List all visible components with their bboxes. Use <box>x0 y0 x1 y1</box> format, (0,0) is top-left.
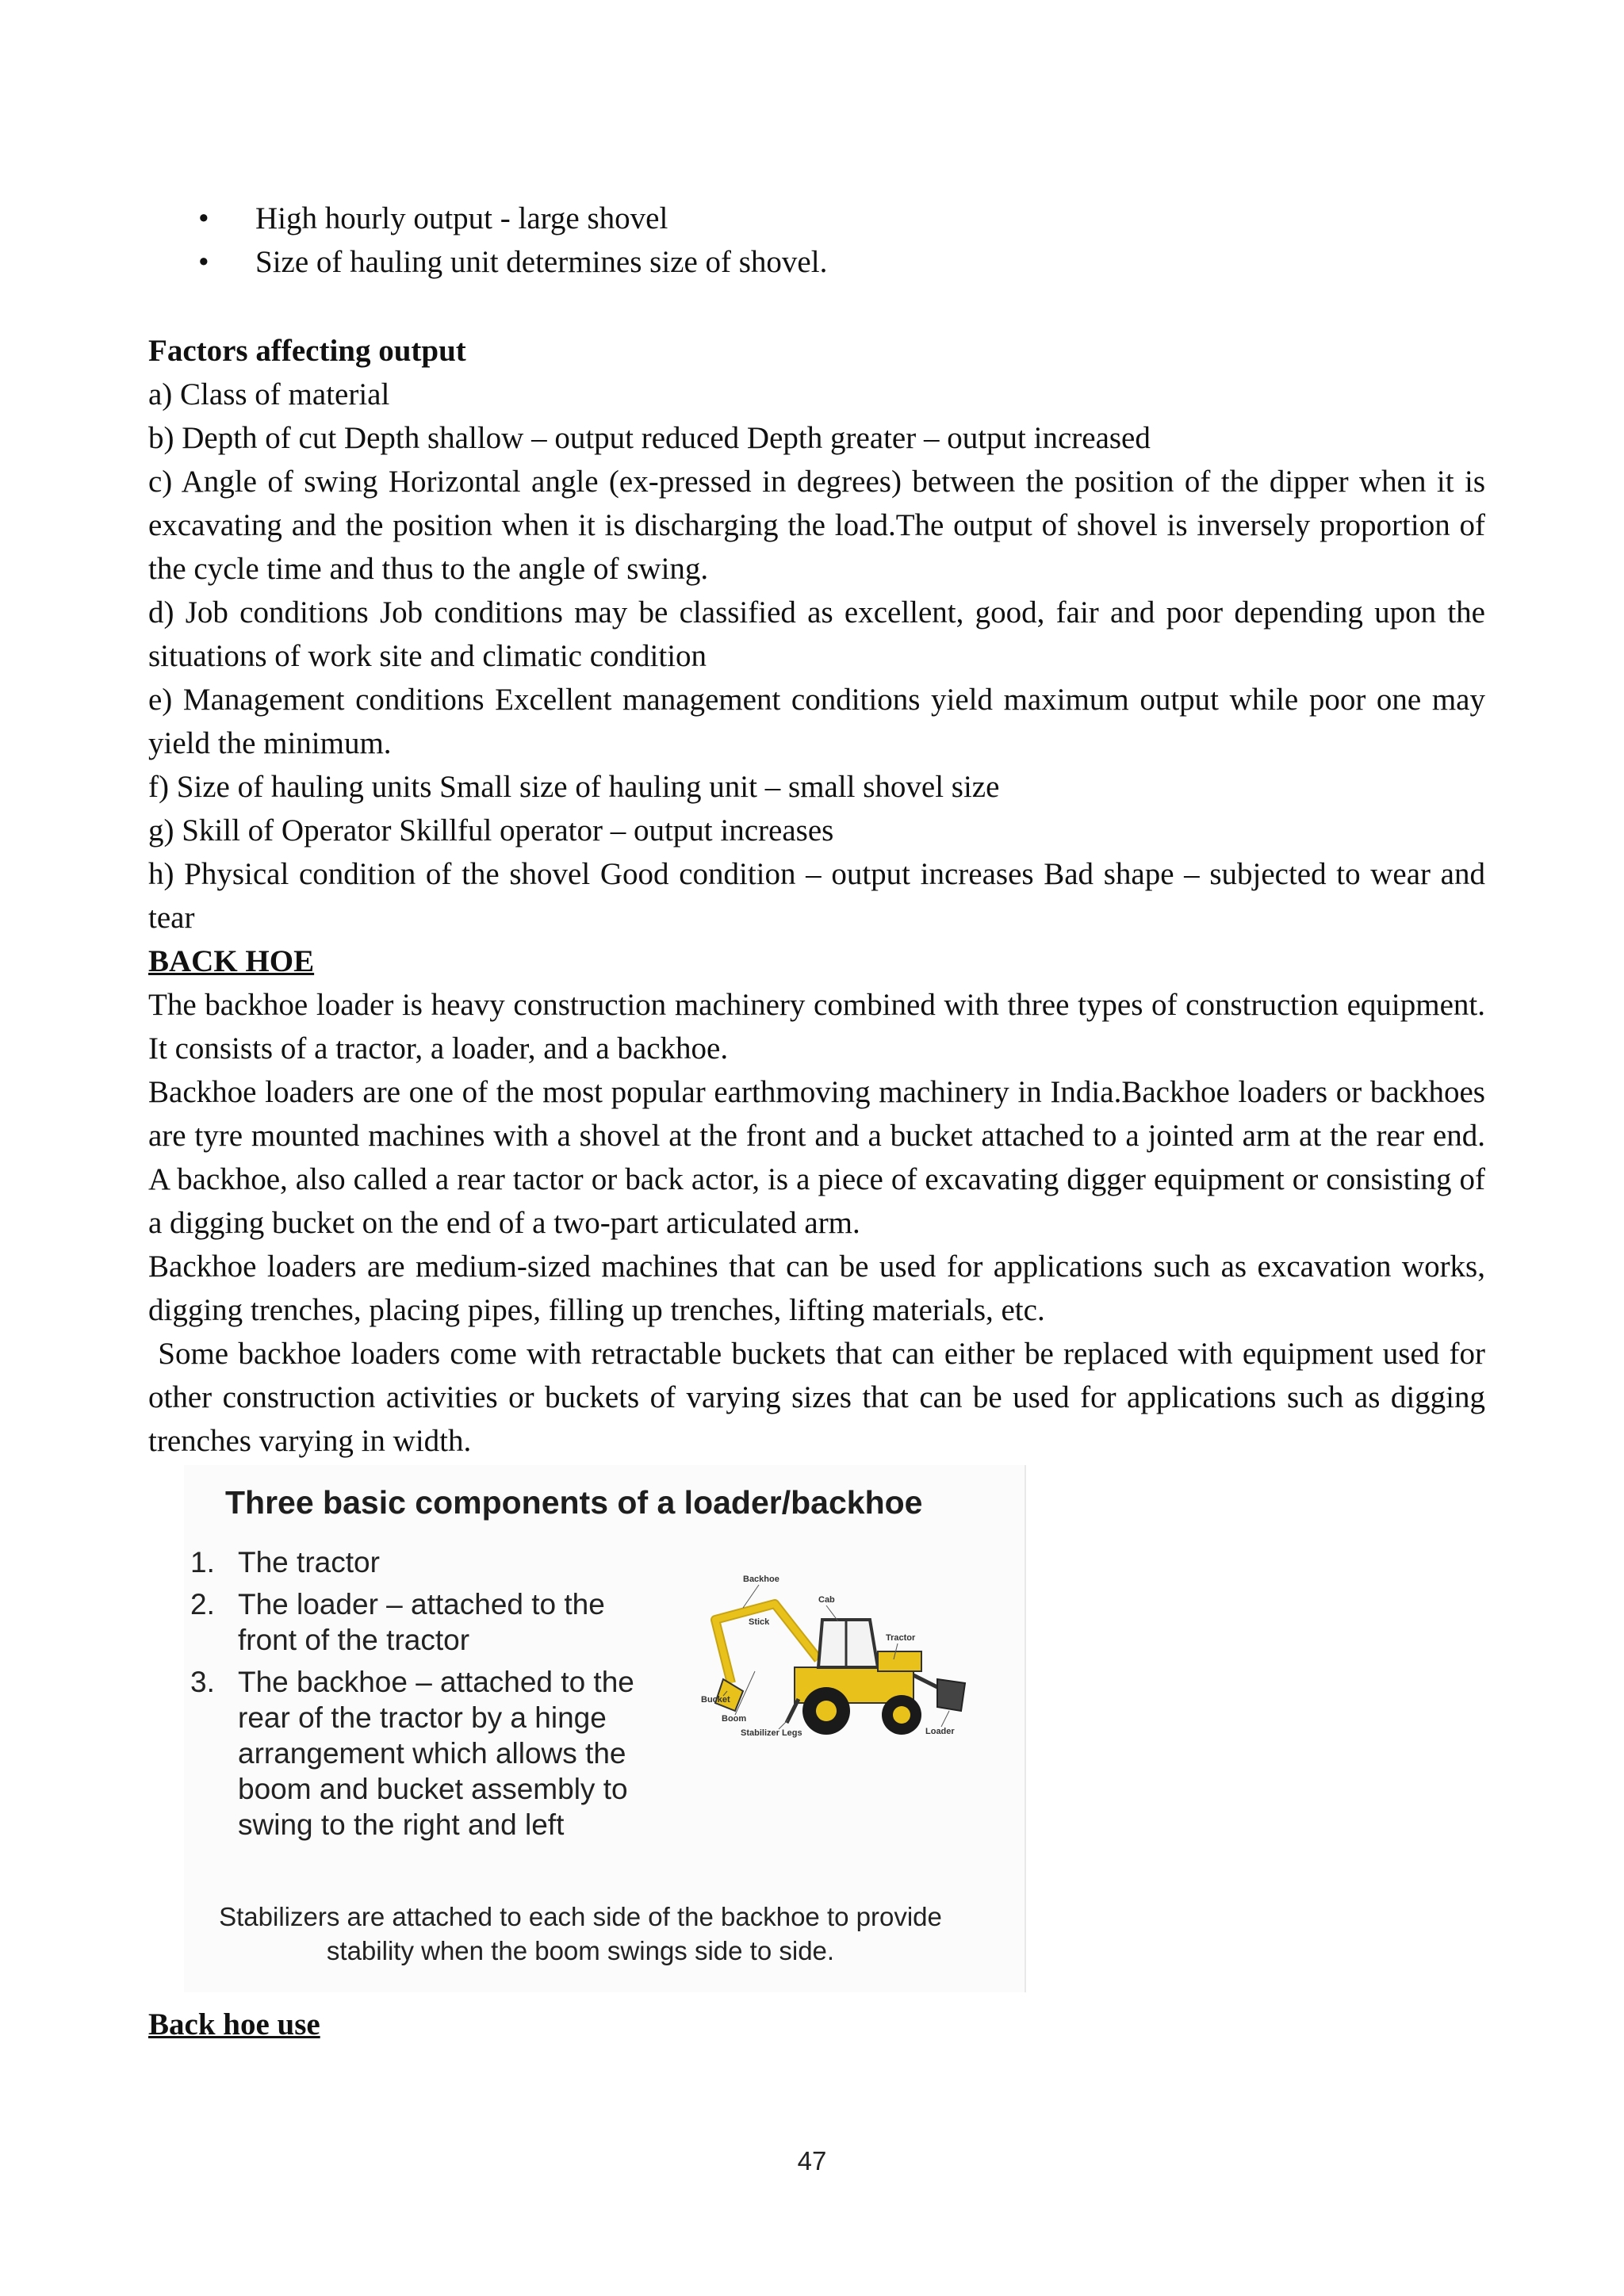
backhoe-loader-illustration <box>699 1572 969 1755</box>
component-item <box>187 1544 663 1580</box>
factor-item: g) Skill of Operator Skillful operator – output increases <box>148 813 834 848</box>
factor-item: d) Job conditions Job conditions may be classified as excellent, good, fair and poor depending upon the situations of work site and climatic condition <box>148 595 1485 673</box>
backhoe-heading: BACK HOE <box>148 944 315 978</box>
factor-item: f) Size of hauling units Small size of hauling unit – small shovel size <box>148 770 1000 804</box>
factor-item: e) Management conditions Excellent management conditions yield maximum output while poor one may yield the minimum. <box>148 683 1485 760</box>
component-number: 2. <box>190 1588 215 1621</box>
component-item <box>187 1664 663 1843</box>
components-list <box>187 1544 663 1849</box>
component-text: The tractor <box>238 1546 380 1578</box>
component-text: The loader – attached to the front of the tractor <box>238 1588 605 1656</box>
label-bucket: Bucket <box>701 1695 730 1705</box>
label-loader: Loader <box>925 1727 955 1736</box>
page-number: 47 <box>797 2146 827 2175</box>
figure-title: Three basic components of a loader/backhoe <box>225 1484 923 1521</box>
factor-item: b) Depth of cut Depth shallow – output reduced Depth greater – output increased <box>148 421 1151 455</box>
label-stabilizer-legs: Stabilizer Legs <box>741 1728 802 1738</box>
caption-line: stability when the boom swings side to side. <box>326 1936 835 1965</box>
component-number: 3. <box>190 1666 215 1698</box>
component-number: 1. <box>190 1546 215 1578</box>
backhoe-components-figure <box>184 1465 1026 1992</box>
bullet-item: • High hourly output - large shovel <box>190 197 1491 240</box>
bullet-list <box>190 197 1491 284</box>
back-hoe-use-heading: Back hoe use <box>148 2007 320 2042</box>
backhoe-paragraph: Backhoe loaders are medium-sized machines that can be used for applications such as excavation works, digging trenches, placing pipes, filling up trenches, lifting materials, etc. <box>148 1249 1485 1327</box>
figure-caption <box>184 1900 977 1968</box>
factor-item: h) Physical condition of the shovel Good condition – output increases Bad shape – subjected to wear and tear <box>148 857 1485 935</box>
backhoe-paragraph: Backhoe loaders are one of the most popular earthmoving machinery in India.Backhoe loaders or backhoes are tyre mounted machines with a shovel at the front and a bucket attached to a jointed arm at the rear end. A backhoe, also called a rear tactor or back actor, is a piece of excavating digger equipment or consisting of a digging bucket on the end of a two-part articulated arm. <box>148 1075 1485 1240</box>
backhoe-paragraph: The backhoe loader is heavy construction machinery combined with three types of construction equipment. It consists of a tractor, a loader, and a backhoe. <box>148 988 1485 1066</box>
component-text: The backhoe – attached to the rear of the tractor by a hinge arrangement which allows the boom and bucket assembly to swing to the right and left <box>238 1666 634 1841</box>
factor-item: a) Class of material <box>148 377 390 411</box>
label-backhoe: Backhoe <box>743 1575 779 1584</box>
label-tractor: Tractor <box>886 1633 916 1643</box>
factor-item: c) Angle of swing Horizontal angle (ex-pressed in degrees) between the position of the dipper when it is excavating and the position when it is discharging the load.The output of shovel is inversely proportion of the cycle time and thus to the angle of swing. <box>148 465 1485 586</box>
label-stick: Stick <box>749 1617 770 1627</box>
caption-line: Stabilizers are attached to each side of the backhoe to provide <box>219 1902 942 1931</box>
label-boom: Boom <box>722 1714 747 1724</box>
body-text <box>148 329 1493 1463</box>
label-cab: Cab <box>818 1595 835 1605</box>
bullet-item: • Size of hauling unit determines size of shovel. <box>190 240 1491 284</box>
component-item <box>187 1586 663 1658</box>
factors-heading: Factors affecting output <box>148 334 466 368</box>
backhoe-paragraph: Some backhoe loaders come with retractable buckets that can either be replaced with equipment used for other construction activities or buckets of varying sizes that can be used for applications such as digging trenches varying in width. <box>148 1337 1493 1458</box>
